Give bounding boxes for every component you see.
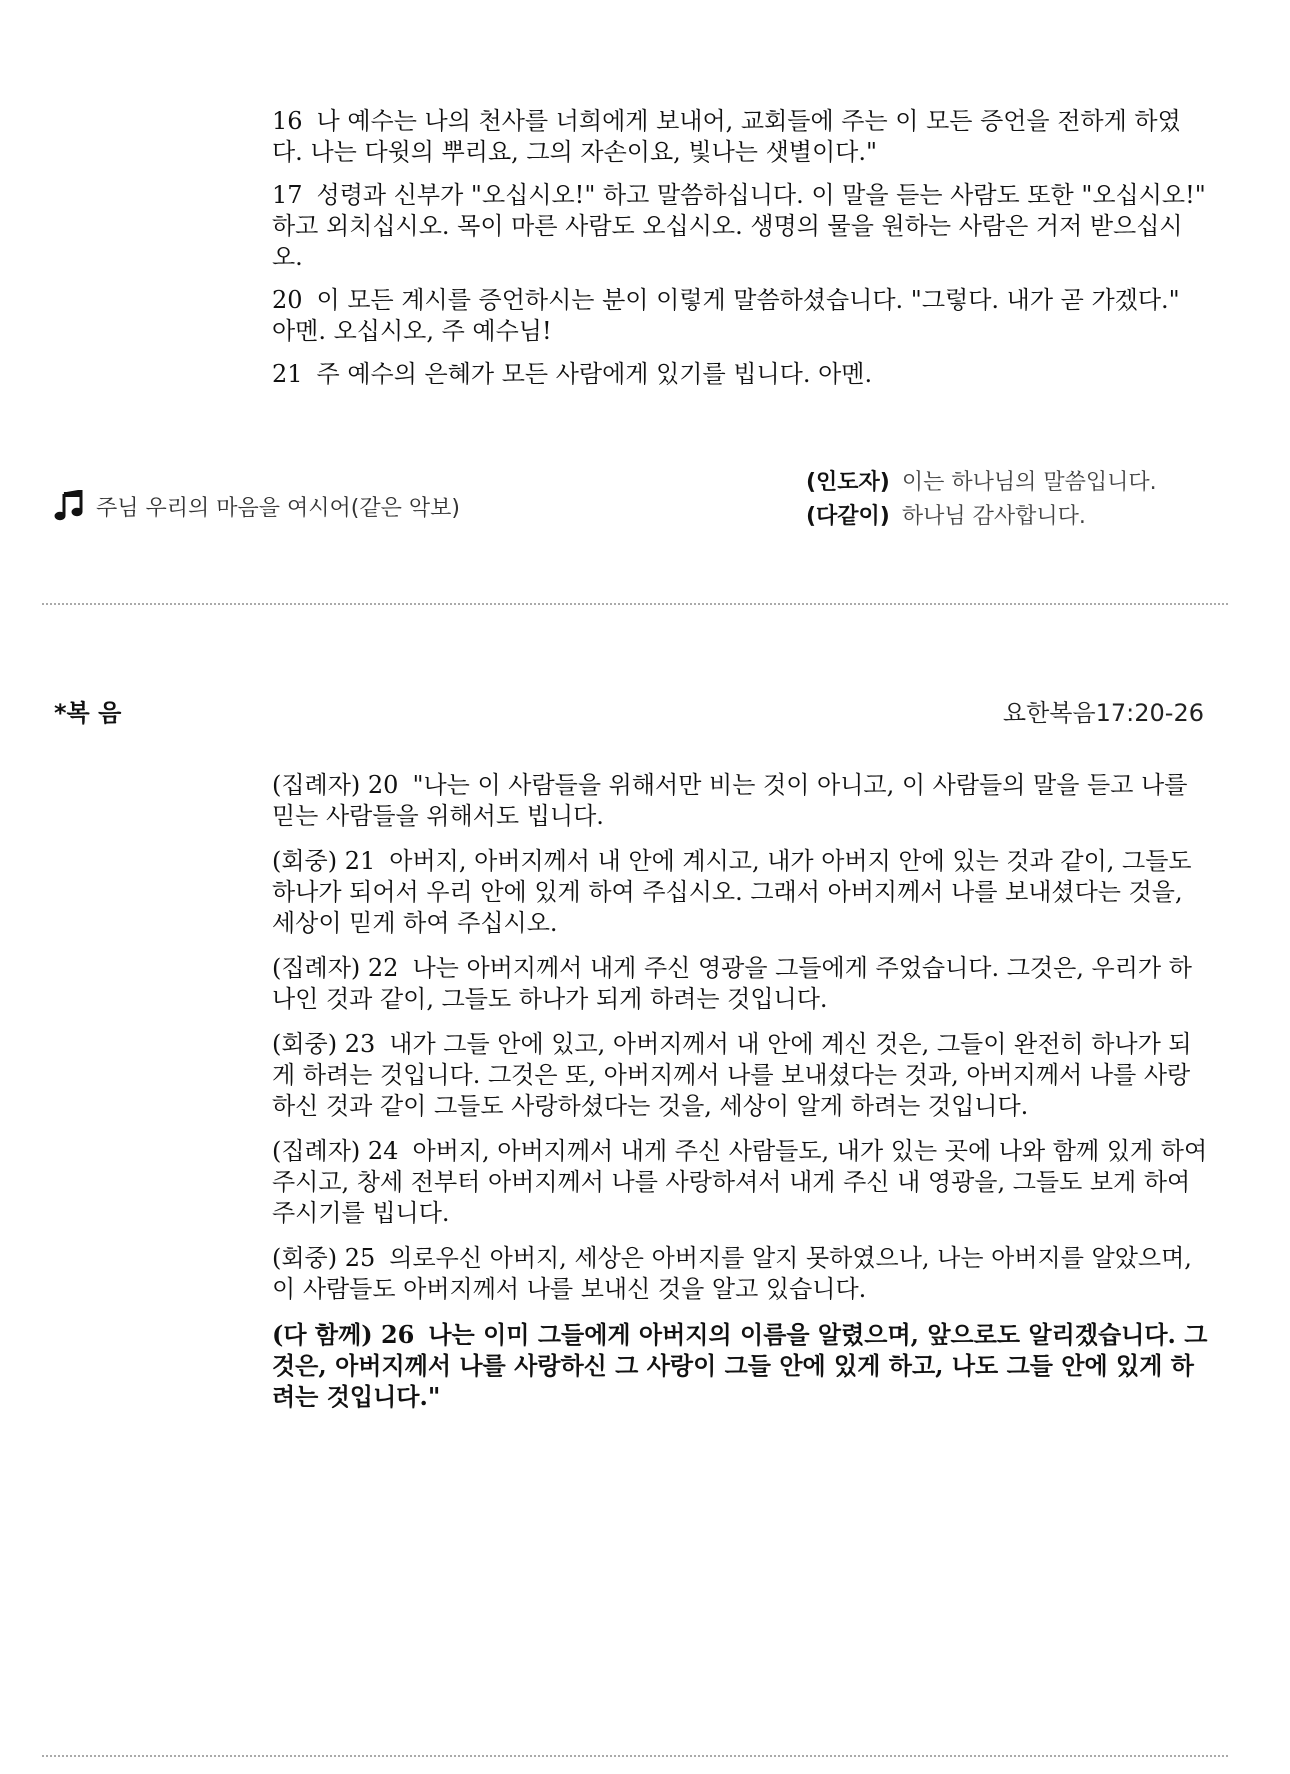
verse-prefix: (회중) 21 [272,847,376,875]
congregation-response [806,500,1157,534]
gospel-verse [272,1136,1208,1229]
gospel-verses [272,770,1208,1426]
verse-number: 21 [272,360,303,388]
verse-prefix: (집례자) 20 [272,771,399,799]
verse-text: 내가 그들 안에 있고, 아버지께서 내 안에 계신 것은, 그들이 완전히 하나가 되게 하려는 것입니다. 그것은 또, 아버지께서 나를 보내셨다는 것과, 아버지께서 나를 사랑하신 것과 같이 그들도 사랑하셨다는 것을, 세상이 알게 하려는 것입니다. [272,1030,1192,1120]
verse-text: "나는 이 사람들을 위해서만 비는 것이 아니고, 이 사람들의 말을 듣고 나를 믿는 사람들을 위해서도 빕니다. [272,771,1188,830]
hymn-title: 주님 우리의 마음을 여시어(같은 악보) [96,495,460,521]
verse-prefix: (집례자) 22 [272,954,399,982]
hymn-line [54,490,460,522]
verse [272,106,1208,168]
leader-label: (인도자) [806,470,890,495]
dotted-divider [42,603,1228,605]
gospel-verse [272,1029,1208,1122]
reading-verses [272,106,1208,402]
verse-text: 의로우신 아버지, 세상은 아버지를 알지 못하였으나, 나는 아버지를 알았으며, 이 사람들도 아버지께서 나를 보내신 것을 알고 있습니다. [272,1244,1192,1303]
verse [272,359,1208,390]
all-text: 하나님 감사합니다. [901,504,1086,529]
responsive-reading [806,466,1157,534]
verse-number: 20 [272,286,303,314]
verse-text: 나는 이미 그들에게 아버지의 이름을 알렸으며, 앞으로도 알리겠습니다. 그것은, 아버지께서 나를 사랑하신 그 사랑이 그들 안에 있게 하고, 나도 그들 안에 있게 하려는 것입니다." [272,1320,1208,1411]
verse-prefix: (다 함께) 26 [272,1320,415,1349]
verse-text: 나 예수는 나의 천사를 너희에게 보내어, 교회들에 주는 이 모든 증언을 전하게 하였다. 나는 다윗의 뿌리요, 그의 자손이요, 빛나는 샛별이다." [272,107,1181,166]
verse [272,285,1208,347]
gospel-reference: 요한복음17:20-26 [1002,699,1204,727]
gospel-verse [272,770,1208,832]
verse [272,180,1208,273]
gospel-verse [272,953,1208,1015]
verse-number: 16 [272,107,303,135]
verse-prefix: (회중) 23 [272,1030,376,1058]
leader-text: 이는 하나님의 말씀입니다. [901,470,1157,495]
leader-response [806,466,1157,500]
gospel-heading: *복 음 [54,699,122,727]
gospel-verse [272,1243,1208,1305]
verse-prefix: (집례자) 24 [272,1137,399,1165]
verse-text: 아버지, 아버지께서 내게 주신 사람들도, 내가 있는 곳에 나와 함께 있게 하여 주시고, 창세 전부터 아버지께서 나를 사랑하셔서 내게 주신 내 영광을, 그들도 보게 하여 주시기를 빕니다. [272,1137,1208,1227]
all-label: (다같이) [806,504,890,529]
verse-text: 성령과 신부가 "오십시오!" 하고 말씀하십니다. 이 말을 듣는 사람도 또한 "오십시오!" 하고 외치십시오. 목이 마른 사람도 오십시오. 생명의 물을 원하는 사람은 거저 받으십시오. [272,181,1206,271]
verse-number: 17 [272,181,303,209]
verse-text: 주 예수의 은혜가 모든 사람에게 있기를 빕니다. 아멘. [316,360,873,388]
music-note-icon [54,490,84,522]
verse-text: 아버지, 아버지께서 내 안에 계시고, 내가 아버지 안에 있는 것과 같이, 그들도 하나가 되어서 우리 안에 있게 하여 주십시오. 그래서 아버지께서 나를 보내셨다는 것을, 세상이 믿게 하여 주십시오. [272,847,1192,937]
dotted-divider [42,1755,1228,1757]
gospel-verse-all [272,1319,1208,1412]
verse-prefix: (회중) 25 [272,1244,376,1272]
verse-text: 나는 아버지께서 내게 주신 영광을 그들에게 주었습니다. 그것은, 우리가 하나인 것과 같이, 그들도 하나가 되게 하려는 것입니다. [272,954,1192,1013]
verse-text: 이 모든 계시를 증언하시는 분이 이렇게 말씀하셨습니다. "그렇다. 내가 곧 가겠다." 아멘. 오십시오, 주 예수님! [272,286,1180,345]
gospel-verse [272,846,1208,939]
